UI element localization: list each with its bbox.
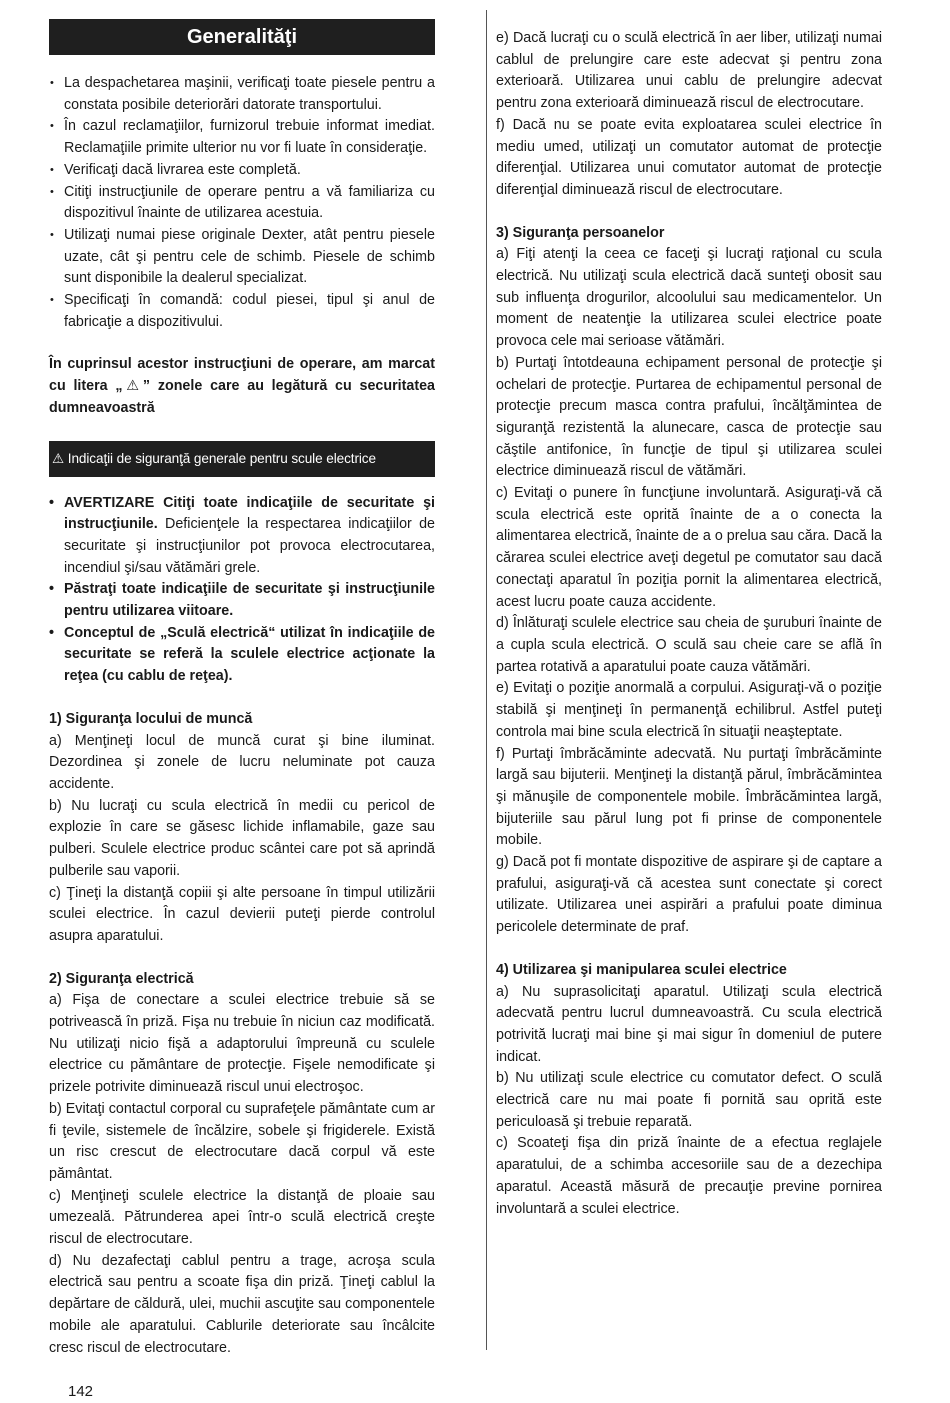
intro-list xyxy=(49,73,435,333)
section-heading: 3) Siguranţa persoanelor xyxy=(496,224,665,241)
paragraph: a) Fiţi atenţi la ceea ce faceţi şi lucraţi raţional cu scula electrică. Nu utilizaţi scula electrică dacă sunteţi obosit sau sub influenţa drogurilor, alcoolului sau medicamentelor. Un moment de neatenţie la utilizarea sculei electrice poate provoca cele mai serioase vătămări. xyxy=(496,246,882,350)
list-item: • La despachetarea maşinii, verificaţi toate piesele pentru a constata posibile deteriorări datorate transportului. xyxy=(49,73,435,116)
list-item: • În cazul reclamaţiilor, furnizorul trebuie informat imediat. Reclamaţiile primite ulterior nu vor fi luate în consideraţie. xyxy=(49,116,435,159)
paragraph: c) Evitaţi o punere în funcţiune involuntară. Asiguraţi-vă că scula electrică este oprită înainte de a o conecta la alimentarea electrică, înainte de a o prelua sau căra. Dacă la cărarea sculei electrice aveţi degetul pe comutator sau dacă conectaţi aparatul în poziţia pornit la alimentarea electrică, acest lucru poate cauza accidente. xyxy=(496,485,882,610)
paragraph: b) Purtaţi întotdeauna echipament personal de protecţie şi ochelari de protecţie. Purtarea de echipamentul personal de protecţie precum masca contra prafului, încălţămintea de siguranţă rezistentă la alunecare, casca de protecţie sau căştile antifonice, în funcţie de tipul şi utilizarea sculei electrice diminuează riscul de vătămări. xyxy=(496,354,882,480)
section-heading: 1) Siguranţa locului de muncă xyxy=(49,710,253,727)
paragraph: b) Evitaţi contactul corporal cu suprafeţele pământate cum ar fi ţevile, sistemele de încălzire, sobele şi frigiderele. Există un risc crescut de electrocutare dacă corpul vă este pământat. xyxy=(49,1100,435,1182)
paragraph: f) Dacă nu se poate evita exploatarea sculei electrice în mediu umed, utilizaţi un comutator automat de protecţie diferenţial. Utilizarea unui comutator automat de protecţie diferenţial diminuează riscul de electrocutare. xyxy=(496,116,882,198)
right-column xyxy=(496,28,882,1220)
paragraph: f) Purtaţi îmbrăcăminte adecvată. Nu purtaţi îmbrăcăminte largă sau bijuterii. Menţineţi la distanţă părul, îmbrăcămintea şi mănuşile de componentele mobile. Îmbrăcămintea largă, bijuteriile sau părul lung pot fi prinse de componentele mobile. xyxy=(496,745,882,849)
warning-header: ⚠ Indicaţii de siguranţă generale pentru scule electrice xyxy=(49,441,435,477)
warning-bold-text: AVERTIZARE Citiţi toate indicaţiile de securitate şi instrucţiunile. xyxy=(64,494,435,533)
page-title: Generalităţi xyxy=(49,19,435,55)
list-item: • Utilizaţi numai piese originale Dexter, atât pentru piesele uzate, cât şi pentru cele de schimb. Piesele de schimb sunt disponibile la dealerul specializat. xyxy=(49,225,435,290)
paragraph: a) Nu suprasolicitaţi aparatul. Utilizaţi scula electrică adecvată pentru lucrul dumneavoastră. Cu scula electrică potrivită lucraţi mai bine şi mai sigur în domeniul de putere indicat. xyxy=(496,983,882,1065)
paragraph: c) Ţineţi la distanţă copiii şi alte persoane în timpul utilizării sculei electrice. În cazul devierii puteţi pierde controlul asupra aparatului. xyxy=(49,884,435,944)
marking-note: În cuprinsul acestor instrucţiuni de operare, am marcat cu litera „⚠” zonele care au legătură cu securitatea dumneavoastră xyxy=(49,356,435,416)
paragraph: d) Înlăturaţi sculele electrice sau cheia de şuruburi înainte de a cupla scula electrică. O sculă sau cheie care se află în partea rotativă a aparatului poate cauza vătămări. xyxy=(496,615,882,675)
paragraph: c) Menţineţi sculele electrice la distanţă de ploaie sau umezeală. Pătrunderea apei într-o sculă electrică creşte riscul de electrocutare. xyxy=(49,1187,435,1248)
list-item: • Citiţi instrucţiunile de operare pentru a vă familiariza cu dispozitivul înainte de utilizarea acestuia. xyxy=(49,182,435,225)
paragraph: g) Dacă pot fi montate dispozitive de aspirare şi de captare a prafului, asiguraţi-vă că acestea sunt conectate şi corect utilizate. Utilizarea unei aspirări a prafului poate diminua pericolele determinate de praf. xyxy=(496,854,882,936)
paragraph: d) Nu dezafectaţi cablul pentru a trage, acroşa scula electrică sau pentru a scoate fişa din priză. Ţineţi cablul la depărtare de căldură, ulei, muchii ascuţite sau componentele mobile ale aparatului. Cablurile deteriorate sau încâlcite cresc riscul de electrocutare. xyxy=(49,1252,435,1356)
page-number: 142 xyxy=(68,1383,94,1400)
warning-text: Deficienţele la respectarea indicaţiilor de securitate şi instrucţiunilor pot provoca electrocutarea, incendiul şi/sau vătămări grele. xyxy=(64,516,435,576)
paragraph: a) Menţineţi locul de muncă curat şi bine iluminat. Dezordinea şi zonele de lucru neluminate pot cauza accidente. xyxy=(49,732,435,792)
paragraph: e) Dacă lucraţi cu o sculă electrică în aer liber, utilizaţi numai cablul de prelungire care este adecvat şi pentru zona exterioară. Utilizarea unui cablu de prelungire adecvat pentru zona exterioară diminuează riscul de electrocutare. xyxy=(496,30,882,112)
list-item: • Păstraţi toate indicaţiile de securitate şi instrucţiunile pentru utilizarea viitoare. xyxy=(49,579,435,622)
paragraph: a) Fişa de conectare a sculei electrice trebuie să se potrivească în priză. Fişa nu trebuie în niciun caz modificată. Nu utilizaţi nicio fişă a adaptorului împreună cu sculele electrice cu pământare de protecţie. Fişele nemodificate şi prizele potrivite diminuează riscul unui electroşoc. xyxy=(49,992,435,1096)
paragraph: e) Evitaţi o poziţie anormală a corpului. Asiguraţi-vă o poziţie stabilă şi menţineţi în permanenţă echilibrul. Astfel puteţi controla mai bine scula electrică în situaţii neaşteptate. xyxy=(496,680,882,740)
list-item xyxy=(49,493,435,580)
column-divider xyxy=(486,10,487,1350)
list-item: • Conceptul de „Sculă electrică“ utilizat în indicaţiile de securitate se referă la sculele electrice acţionate la reţea (cu cablu de reţea). xyxy=(49,623,435,688)
paragraph: c) Scoateţi fişa din priză înainte de a efectua reglajele aparatului, de a schimba accesoriile sau de a dezechipa aparatul. Această măsură de precauţie previne pornirea involuntară a sculei electrice. xyxy=(496,1135,882,1217)
warning-list xyxy=(49,493,435,688)
paragraph: b) Nu utilizaţi scule electrice cu comutator defect. O sculă electrică care nu mai poate fi pornită sau oprită este periculoasă şi trebuie reparată. xyxy=(496,1070,882,1130)
left-column xyxy=(49,14,435,1359)
section-heading: 2) Siguranţa electrică xyxy=(49,970,194,987)
list-item: • Verificaţi dacă livrarea este completă. xyxy=(49,160,435,182)
paragraph: b) Nu lucraţi cu scula electrică în medii cu pericol de explozie în care se găsesc lichide inflamabile, gaze sau pulberi. Sculele electrice produc scântei care pot să aprindă pulberile sau vaporii. xyxy=(49,797,435,879)
section-heading: 4) Utilizarea şi manipularea sculei electrice xyxy=(496,961,787,978)
list-item: • Specificaţi în comandă: codul piesei, tipul şi anul de fabricaţie a dispozitivului. xyxy=(49,290,435,333)
